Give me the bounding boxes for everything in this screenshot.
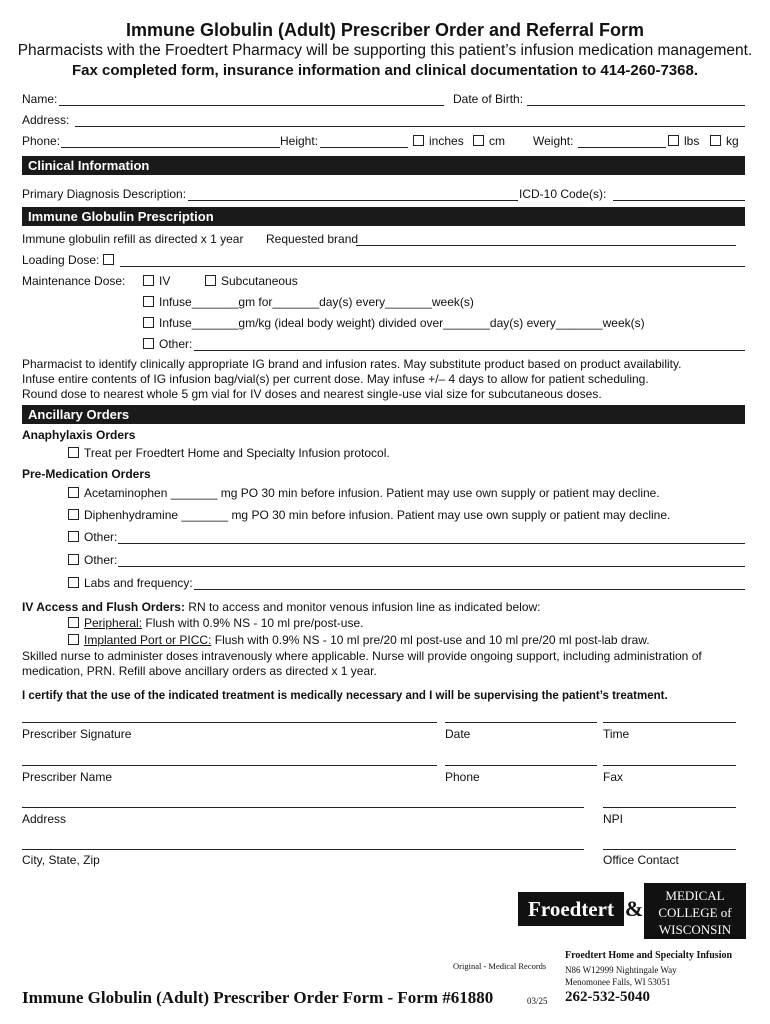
footer-phone: 262-532-5040: [565, 989, 650, 1005]
form-subtitle: Pharmacists with the Froedtert Pharmacy will be supporting this patient’s infusion medication management.: [17, 42, 753, 59]
prescriber-address-label: Address: [22, 812, 67, 826]
loading-dose[interactable]: Loading Dose:: [22, 253, 119, 267]
inches-option[interactable]: inches: [413, 134, 464, 148]
pharmacist-note-3: Round dose to nearest whole 5 gm vial for IV doses and nearest single-use vial size for subcutaneous doses.: [22, 387, 602, 401]
mcw-logo: MEDICAL COLLEGE of WISCONSIN: [644, 883, 746, 939]
premed-other-1[interactable]: Other:: [68, 530, 117, 544]
address-label: Address:: [22, 113, 70, 127]
dose-option-1[interactable]: Infuse_______gm for_______day(s) every_______week(s): [143, 295, 474, 309]
pharmacist-note-2: Infuse entire contents of IG infusion bag/vial(s) per current dose. May infuse +/– 4 days to allow for patient scheduling.: [22, 372, 649, 386]
weight-field[interactable]: [578, 147, 666, 148]
fax-field[interactable]: [603, 765, 736, 766]
froedtert-logo-text: Froedtert: [518, 892, 624, 926]
prescriber-signature-field[interactable]: [22, 722, 437, 723]
prescription-heading: Immune Globulin Prescription: [22, 207, 745, 226]
logo-ampersand: &: [624, 896, 644, 921]
phone-label: Phone:: [22, 134, 61, 148]
anaphylaxis-checkbox[interactable]: [68, 447, 79, 458]
skilled-nurse-2: medication, PRN. Refill above ancillary orders as directed x 1 year.: [22, 664, 377, 678]
refill-text: Immune globulin refill as directed x 1 year: [22, 232, 244, 246]
height-label: Height:: [280, 134, 319, 148]
kg-checkbox[interactable]: [710, 135, 721, 146]
acetaminophen-checkbox[interactable]: [68, 487, 79, 498]
diphenhydramine-option[interactable]: Diphenhydramine _______ mg PO 30 min before infusion. Patient may use own supply or patient may decline.: [68, 508, 670, 522]
labs-option[interactable]: Labs and frequency:: [68, 576, 193, 590]
maintenance-label: Maintenance Dose:: [22, 274, 126, 288]
diagnosis-field[interactable]: [188, 200, 518, 201]
footer-form-title: Immune Globulin (Adult) Prescriber Order Form - Form #61880: [22, 988, 494, 1007]
prescriber-name-field[interactable]: [22, 765, 437, 766]
dose-other-checkbox[interactable]: [143, 338, 154, 349]
acetaminophen-option[interactable]: Acetaminophen _______ mg PO 30 min before infusion. Patient may use own supply or patient may decline.: [68, 486, 660, 500]
icd-label: ICD-10 Code(s):: [519, 187, 607, 201]
icd-field[interactable]: [613, 200, 745, 201]
prescriber-address-field[interactable]: [22, 807, 584, 808]
loading-dose-field[interactable]: [120, 266, 745, 267]
clinical-info-heading: Clinical Information: [22, 156, 745, 175]
dose-option-2-checkbox[interactable]: [143, 317, 154, 328]
premed-other-1-checkbox[interactable]: [68, 531, 79, 542]
cm-checkbox[interactable]: [473, 135, 484, 146]
name-label: Name:: [22, 92, 58, 106]
premed-other-1-field[interactable]: [118, 543, 745, 544]
footer-date-code: 03/25: [527, 996, 548, 1006]
weight-label: Weight:: [533, 134, 574, 148]
anaphylaxis-label: Anaphylaxis Orders: [22, 428, 136, 442]
peripheral-checkbox[interactable]: [68, 617, 79, 628]
iv-checkbox[interactable]: [143, 275, 154, 286]
office-contact-label: Office Contact: [603, 853, 679, 867]
premed-other-2-checkbox[interactable]: [68, 554, 79, 565]
original-records-note: Original - Medical Records: [453, 961, 547, 971]
labs-field[interactable]: [194, 589, 745, 590]
dose-other[interactable]: Other:: [143, 337, 192, 351]
date-field[interactable]: [445, 722, 597, 723]
subcutaneous-checkbox[interactable]: [205, 275, 216, 286]
date-label: Date: [445, 727, 471, 741]
kg-option[interactable]: kg: [710, 134, 739, 148]
iv-option[interactable]: IV: [143, 274, 170, 288]
iv-access-line: IV Access and Flush Orders: RN to access and monitor venous infusion line as indicated below:: [22, 600, 541, 614]
prescriber-signature-label: Prescriber Signature: [22, 727, 132, 741]
dose-option-1-checkbox[interactable]: [143, 296, 154, 307]
footer-address-2: Menomonee Falls, WI 53051: [565, 977, 671, 987]
lbs-checkbox[interactable]: [668, 135, 679, 146]
dob-field[interactable]: [527, 105, 745, 106]
phone-field[interactable]: [61, 147, 280, 148]
lbs-option[interactable]: lbs: [668, 134, 699, 148]
labs-checkbox[interactable]: [68, 577, 79, 588]
npi-field[interactable]: [603, 807, 736, 808]
dose-option-2[interactable]: Infuse_______gm/kg (ideal body weight) divided over_______day(s) every_______week(s): [143, 316, 645, 330]
premed-other-2[interactable]: Other:: [68, 553, 117, 567]
froedtert-mcw-logo: [518, 883, 746, 939]
form-title: Immune Globulin (Adult) Prescriber Order and Referral Form: [125, 20, 645, 40]
footer-org-name: Froedtert Home and Specialty Infusion: [565, 950, 733, 961]
premed-other-2-field[interactable]: [118, 566, 745, 567]
dob-label: Date of Birth:: [453, 92, 524, 106]
implanted-option[interactable]: Implanted Port or PICC: Flush with 0.9% NS - 10 ml pre/20 ml post-use and 10 ml pre/20 ml post-lab draw.: [68, 633, 650, 647]
loading-dose-checkbox[interactable]: [103, 254, 114, 265]
diphenhydramine-checkbox[interactable]: [68, 509, 79, 520]
office-contact-field[interactable]: [603, 849, 736, 850]
brand-field[interactable]: [356, 245, 736, 246]
ancillary-heading: Ancillary Orders: [22, 405, 745, 424]
subcutaneous-option[interactable]: Subcutaneous: [205, 274, 298, 288]
dose-other-field[interactable]: [194, 350, 745, 351]
anaphylaxis-option[interactable]: Treat per Froedtert Home and Specialty Infusion protocol.: [68, 446, 390, 460]
footer-address-1: N86 W12999 Nightingale Way: [565, 965, 677, 975]
diagnosis-label: Primary Diagnosis Description:: [22, 187, 187, 201]
skilled-nurse-1: Skilled nurse to administer doses intravenously where applicable. Nurse will provide ongoing support, including administration of: [22, 649, 702, 663]
pharmacist-note-1: Pharmacist to identify clinically appropriate IG brand and infusion rates. May substitute product based on product availability.: [22, 357, 682, 371]
phone-field-sig[interactable]: [445, 765, 597, 766]
peripheral-option[interactable]: Peripheral: Flush with 0.9% NS - 10 ml pre/post-use.: [68, 616, 363, 630]
brand-label: Requested brand: [266, 232, 359, 246]
inches-checkbox[interactable]: [413, 135, 424, 146]
implanted-checkbox[interactable]: [68, 634, 79, 645]
city-state-zip-label: City, State, Zip: [22, 853, 100, 867]
time-label: Time: [603, 727, 630, 741]
fax-label: Fax: [603, 770, 624, 784]
fax-instructions: Fax completed form, insurance information and clinical documentation to 414-260-7368.: [72, 62, 698, 79]
height-field[interactable]: [320, 147, 408, 148]
certification-statement: I certify that the use of the indicated treatment is medically necessary and I will be supervising the patient’s treatment.: [22, 690, 668, 702]
phone-label-sig: Phone: [445, 770, 480, 784]
npi-label: NPI: [603, 812, 624, 826]
prescriber-name-label: Prescriber Name: [22, 770, 113, 784]
name-field[interactable]: [59, 105, 444, 106]
city-state-zip-field[interactable]: [22, 849, 584, 850]
address-field[interactable]: [75, 126, 745, 127]
time-field[interactable]: [603, 722, 736, 723]
premed-label: Pre-Medication Orders: [22, 467, 151, 481]
cm-option[interactable]: cm: [473, 134, 505, 148]
